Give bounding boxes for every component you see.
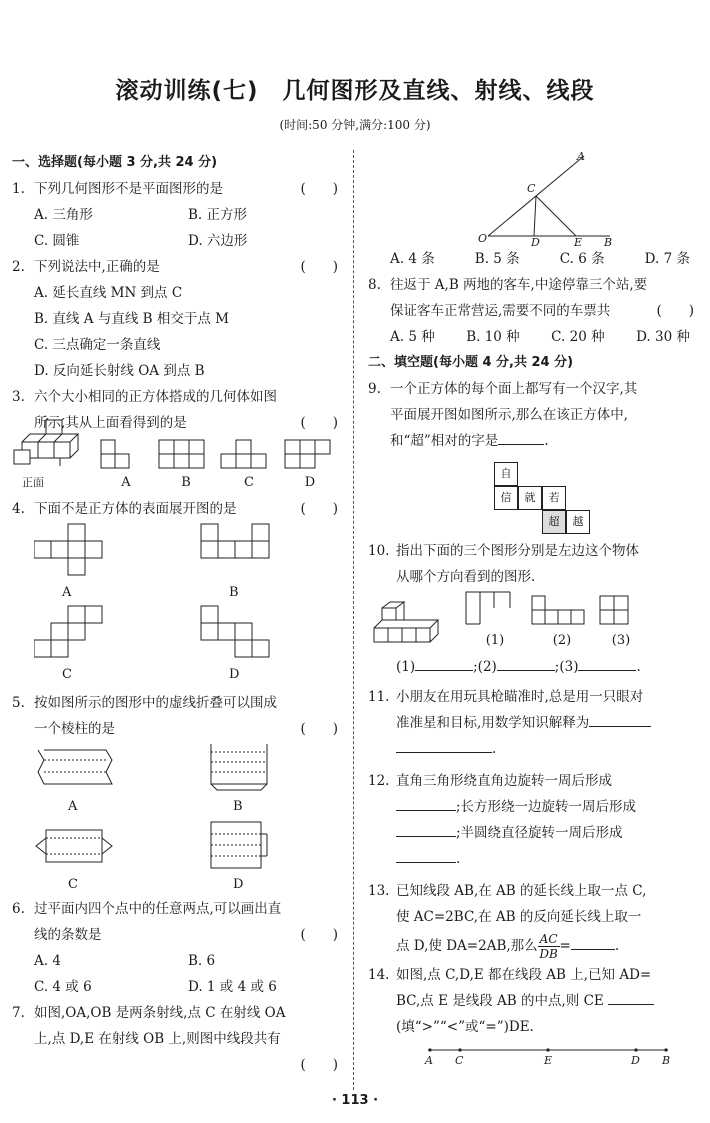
point-e-label: E (544, 1054, 553, 1067)
section-choice-heading: 一、选择题(每小题 3 分,共 24 分) (12, 155, 218, 170)
question-number: 6. (12, 901, 25, 917)
period: . (614, 938, 620, 954)
cube-stack-drawing (12, 418, 92, 476)
question-number: 13. (368, 883, 390, 899)
question-number: 5. (12, 695, 25, 711)
answer-paren: ( ) (300, 501, 338, 517)
answer-paren: ( ) (300, 181, 338, 197)
question-9-line3 (368, 428, 698, 454)
answer-blank[interactable] (396, 738, 492, 753)
answer-paren: ( ) (300, 1057, 338, 1073)
answer-blank[interactable] (396, 796, 456, 811)
page-title: 滚动训练(七) 几何图形及直线、射线、线段 (115, 78, 595, 104)
option-d: D. 反向延长射线 OA 到点 B (34, 363, 205, 379)
answer-label: ;(3) (554, 659, 579, 675)
question-text: 直角三角形绕直角边旋转一周后形成 (396, 773, 612, 789)
top-view-a (97, 438, 137, 470)
option-d: D. 1 或 4 或 6 (188, 979, 277, 995)
q10-solid (368, 598, 462, 654)
question-text: 如图,OA,OB 是两条射线,点 C 在射线 OA (34, 1005, 286, 1021)
option-c: C. 4 或 6 (34, 979, 92, 995)
question-text: (填“>”“<”或“=”)DE. (396, 1019, 534, 1035)
right-column (368, 150, 698, 1070)
question-14 (368, 962, 698, 988)
q14-figure (368, 1040, 698, 1070)
period: . (492, 741, 497, 757)
figure-label: (1) (485, 633, 505, 648)
point-d-label: D (531, 236, 540, 246)
point-e-label: E (574, 236, 583, 246)
q4-option-d-figure (199, 604, 289, 690)
question-text: 线的条数是 (34, 927, 102, 943)
question-4 (12, 496, 342, 522)
question-14-line2 (368, 988, 698, 1014)
q5-option-c-figure (12, 820, 197, 896)
question-number: 11. (368, 689, 390, 705)
answer-paren: ( ) (300, 927, 338, 943)
question-number: 14. (368, 967, 390, 983)
option-a: A. 4 条 (390, 251, 435, 267)
question-14-line3 (368, 1014, 698, 1040)
question-text: 从哪个方向看到的图形. (396, 569, 536, 585)
question-text: 往返于 A,B 两地的客车,中途停靠三个站,要 (390, 277, 648, 293)
figure-label: C (244, 475, 254, 490)
question-text: 六个大小相同的正方体搭成的几何体如图 (34, 389, 277, 405)
q7-options (368, 246, 698, 272)
figure-label: B (233, 799, 243, 814)
top-view-c (217, 438, 271, 470)
left-column (12, 150, 342, 1078)
question-13-line3 (368, 930, 698, 962)
q9-net (368, 454, 698, 538)
figure-label: (2) (552, 633, 572, 648)
question-2 (12, 254, 342, 280)
period: . (544, 433, 549, 449)
net-cell: 越 (566, 510, 590, 534)
answer-blank[interactable] (608, 990, 654, 1005)
question-10-line2 (368, 564, 698, 590)
question-text: 一个棱柱的是 (34, 721, 115, 737)
question-number: 4. (12, 501, 25, 517)
answer-paren: ( ) (300, 415, 338, 431)
option-b: B. 6 (188, 953, 216, 969)
point-o-label: O (478, 232, 488, 245)
prism-net-c (32, 820, 116, 872)
figure-label: (3) (611, 633, 631, 648)
q4-option-c-figure (12, 604, 199, 690)
option-c: C. 圆锥 (34, 233, 80, 249)
question-text: 使 AC=2BC,在 AB 的反向延长线上取一 (396, 909, 642, 925)
question-1 (12, 176, 342, 202)
q10-view-2 (528, 588, 596, 654)
top-view-b (155, 438, 209, 470)
question-10 (368, 538, 698, 564)
question-text: 下列说法中,正确的是 (34, 259, 160, 275)
answer-blank[interactable] (498, 430, 544, 445)
q5-option-d-figure (197, 820, 281, 896)
question-number: 2. (12, 259, 25, 275)
prism-net-b (197, 742, 281, 794)
equals-sign: = (559, 938, 571, 954)
column-divider (353, 150, 354, 1090)
answer-blank[interactable] (578, 656, 636, 671)
question-text: 如图,点 C,D,E 都在线段 AB 上,已知 AD= (396, 967, 652, 983)
figure-label: C (68, 877, 78, 892)
question-number: 8. (368, 277, 381, 293)
view-3-drawing (596, 588, 636, 628)
question-text: 过平面内四个点中的任意两点,可以画出直 (34, 901, 282, 917)
q3-figures (12, 436, 342, 496)
figure-label: A (68, 799, 78, 814)
option-d: D. 六边形 (188, 233, 248, 249)
q3-option-a-figure (97, 438, 155, 496)
question-text: 保证客车正常营运,需要不同的车票共 (390, 303, 611, 319)
question-12-line3 (368, 820, 698, 846)
option-b: B. 正方形 (188, 207, 248, 223)
figure-label: A (62, 585, 72, 600)
answer-paren: ( ) (300, 721, 338, 737)
question-text: 下列几何图形不是平面图形的是 (34, 181, 223, 197)
q3-solid-figure (12, 418, 97, 496)
question-8-line2 (368, 298, 698, 324)
q5-option-a-figure (12, 742, 197, 820)
answer-label: ;(2) (473, 659, 497, 675)
option-a: A. 延长直线 MN 到点 C (34, 285, 183, 301)
question-number: 10. (368, 543, 390, 559)
q10-view-3 (596, 588, 646, 654)
q1-options-row2 (12, 228, 342, 254)
figure-label: B (229, 585, 239, 600)
option-c: C. 6 条 (559, 251, 605, 267)
segment-figure (368, 1040, 688, 1070)
question-text: ;长方形绕一边旋转一周后形成 (456, 799, 637, 815)
figure-label: D (233, 877, 244, 892)
point-a-label: A (577, 150, 585, 163)
answer-blank[interactable] (396, 848, 456, 863)
q1-options-row1 (12, 202, 342, 228)
net-cell: 若 (542, 486, 566, 510)
cube-net-a (34, 522, 124, 580)
q10-figures (368, 590, 698, 654)
q7-figure (368, 150, 698, 246)
q5-figures-row2 (12, 820, 342, 896)
question-text: 上,点 D,E 在射线 OB 上,则图中线段共有 (34, 1031, 281, 1047)
prism-net-d (197, 820, 281, 872)
question-11-line2 (368, 710, 698, 736)
option-b: B. 直线 A 与直线 B 相交于点 M (34, 311, 229, 327)
q4-figures-row1 (12, 522, 342, 604)
q8-options (368, 324, 698, 350)
question-number: 3. (12, 389, 25, 405)
question-13 (368, 878, 698, 904)
question-11-line3 (368, 736, 698, 762)
front-label: 正面 (22, 476, 44, 489)
cube-net-b (199, 522, 289, 580)
view-2-drawing (528, 588, 586, 628)
answer-blank[interactable] (415, 656, 473, 671)
q4-option-a-figure (12, 522, 199, 604)
option-a: A. 5 种 (390, 329, 435, 345)
question-9-line2 (368, 402, 698, 428)
point-a-label: A (425, 1054, 433, 1067)
q5-option-b-figure (197, 742, 281, 820)
q4-option-b-figure (199, 522, 289, 604)
q10-answers (368, 654, 698, 680)
answer-blank[interactable] (396, 822, 456, 837)
question-text: 一个正方体的每个面上都写有一个汉字,其 (390, 381, 638, 397)
question-text: 平面展开图如图所示,那么在该正方体中, (390, 407, 629, 423)
page-subtitle: (时间:50 分钟,满分:100 分) (279, 118, 431, 132)
net-cell: 就 (518, 486, 542, 510)
answer-paren: ( ) (656, 303, 694, 319)
q6-options-row2 (12, 974, 342, 1000)
question-text: 指出下面的三个图形分别是左边这个物体 (396, 543, 639, 559)
question-text: 已知线段 AB,在 AB 的延长线上取一点 C, (396, 883, 647, 899)
net-cell: 信 (494, 486, 518, 510)
q4-figures-row2 (12, 604, 342, 690)
view-1-drawing (462, 588, 516, 628)
question-8 (368, 272, 698, 298)
question-text: ;半圆绕直径旋转一周后形成 (456, 825, 623, 841)
option-c: C. 三点确定一条直线 (34, 337, 161, 353)
q10-view-1 (462, 588, 528, 654)
question-text: 和“超”相对的字是 (390, 433, 499, 449)
question-6-line2 (12, 922, 342, 948)
question-text: 下面不是正方体的表面展开图的是 (34, 501, 237, 517)
figure-label: D (229, 667, 240, 682)
q3-option-c-figure (217, 438, 281, 496)
period: . (456, 851, 461, 867)
question-text: BC,点 E 是线段 AB 的中点,则 CE (396, 993, 604, 1009)
page-number: · 113 · (331, 1093, 379, 1108)
figure-label: D (304, 475, 316, 490)
question-11 (368, 684, 698, 710)
question-text: 所示,其从上面看得到的是 (34, 415, 187, 431)
question-7-line2 (12, 1026, 342, 1052)
option-d: D. 7 条 (644, 251, 690, 267)
point-c-label: C (527, 182, 536, 195)
point-d-label: D (631, 1054, 640, 1067)
question-5-line2 (12, 716, 342, 742)
question-number: 9. (368, 381, 381, 397)
figure-label: B (181, 475, 191, 490)
fraction-numerator: AC (539, 932, 558, 946)
question-6 (12, 896, 342, 922)
option-b: B. 10 种 (466, 329, 520, 345)
answer-blank[interactable] (589, 712, 651, 727)
figure-label: C (62, 667, 72, 682)
answer-label: (1) (396, 659, 416, 675)
fraction (538, 932, 560, 961)
option-c: C. 20 种 (551, 329, 605, 345)
answer-paren: ( ) (300, 259, 338, 275)
net-cell: 自 (494, 462, 518, 486)
q5-figures-row1 (12, 742, 342, 820)
q6-options-row1 (12, 948, 342, 974)
option-a: A. 三角形 (34, 207, 93, 223)
option-b: B. 5 条 (474, 251, 520, 267)
question-13-line2 (368, 904, 698, 930)
prism-net-a (32, 742, 116, 794)
question-12-line2 (368, 794, 698, 820)
cube-stack-drawing (368, 598, 458, 654)
question-text: 点 D,使 DA=2AB,那么 (396, 938, 538, 954)
question-text: 按如图所示的图形中的虚线折叠可以围成 (34, 695, 277, 711)
question-12-line4 (368, 846, 698, 872)
question-number: 1. (12, 181, 25, 197)
period: . (636, 659, 641, 675)
q3-option-b-figure (155, 438, 217, 496)
fraction-denominator: DB (539, 947, 558, 961)
point-c-label: C (455, 1054, 464, 1067)
answer-blank[interactable] (497, 656, 555, 671)
question-text: 准准星和目标,用数学知识解释为 (396, 715, 590, 731)
question-text: 小朋友在用玩具枪瞄准时,总是用一只眼对 (396, 689, 644, 705)
option-a: A. 4 (34, 953, 61, 969)
question-9 (368, 376, 698, 402)
question-5 (12, 690, 342, 716)
figure-label: A (121, 475, 131, 490)
question-7 (12, 1000, 342, 1026)
option-d: D. 30 种 (636, 329, 690, 345)
question-3 (12, 384, 342, 410)
cube-net-d (199, 604, 289, 662)
point-b-label: B (662, 1054, 671, 1067)
q3-option-d-figure (281, 438, 339, 496)
point-b-label: B (604, 236, 613, 246)
top-view-d (281, 438, 335, 470)
section-fill-heading: 二、填空题(每小题 4 分,共 24 分) (368, 355, 574, 370)
cube-net-c (34, 604, 124, 662)
question-12 (368, 768, 698, 794)
rays-figure (368, 150, 698, 246)
question-number: 7. (12, 1005, 25, 1021)
answer-blank[interactable] (571, 935, 615, 950)
net-cell: 超 (542, 510, 566, 534)
question-number: 12. (368, 773, 390, 789)
